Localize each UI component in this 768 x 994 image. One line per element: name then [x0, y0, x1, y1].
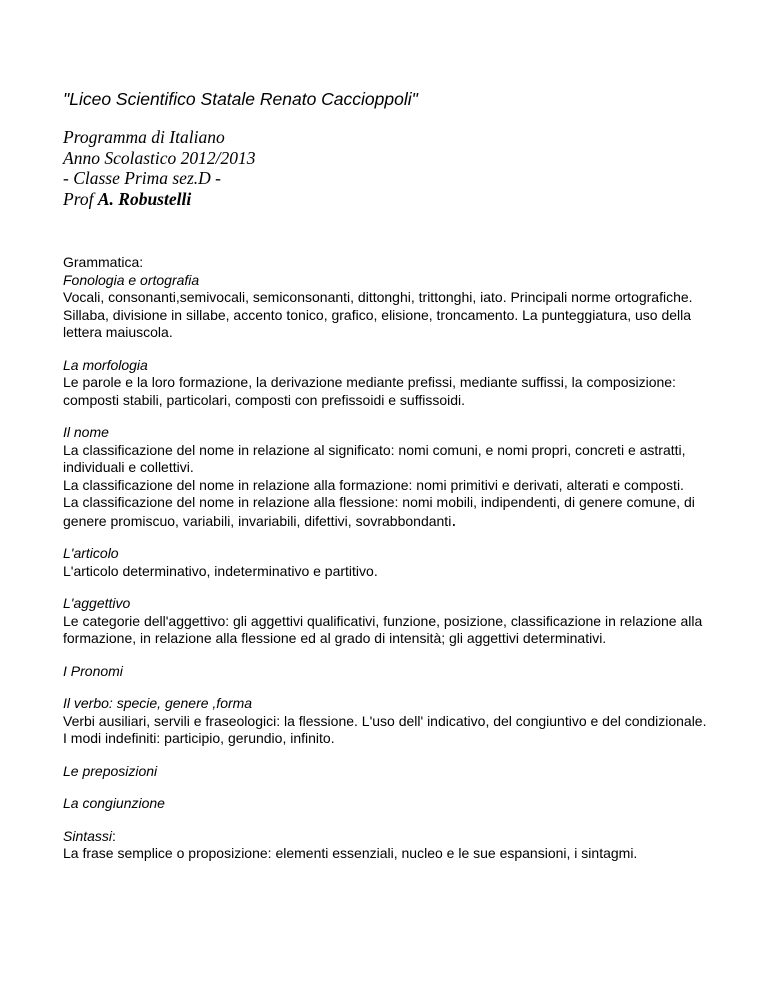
section-colon: :	[112, 827, 116, 844]
section-period: .	[451, 509, 457, 530]
section-fonologia	[63, 254, 713, 342]
section-text: La classificazione del nome in relazione al significato: nomi comuni, e nomi propri, concreti e astratti, individuali e collettivi.	[63, 441, 686, 475]
professor-line	[63, 189, 713, 210]
section-aggettivo	[63, 595, 713, 648]
section-title: L'aggettivo	[63, 595, 131, 611]
section-pronomi	[63, 663, 713, 681]
section-text: La classificazione del nome in relazione alla flessione: nomi mobili, indipendenti, di genere comune, di genere promiscuo, variabili, invariabili, difettivi, sovrabbondanti	[63, 494, 695, 529]
document-body	[63, 254, 713, 863]
section-text: Le categorie dell'aggettivo: gli aggettivi qualificativi, funzione, posizione, classificazione in relazione alla formazione, in relazione alla flessione ed al grado di intensità; gli aggettivi determinativi.	[63, 612, 703, 646]
section-title: Il verbo: specie, genere ,forma	[63, 695, 253, 711]
section-text: Vocali, consonanti,semivocali, semiconsonanti, dittonghi, trittonghi, iato. Principali norme ortografiche. Sillaba, divisione in sillabe, accento tonico, grafico, elisione, troncamento. La punteggiatura, uso della lettera maiuscola.	[63, 289, 693, 340]
section-title: Fonologia e ortografia	[63, 271, 200, 288]
section-title: Le preposizioni	[63, 762, 158, 779]
section-title: La congiunzione	[63, 795, 165, 811]
section-sintassi	[63, 828, 713, 863]
section-text: L'articolo determinativo, indeterminativo e partitivo.	[63, 562, 378, 579]
section-title: Il nome	[63, 424, 109, 440]
section-morfologia	[63, 357, 713, 410]
section-preposizioni	[63, 763, 713, 781]
class-label: - Classe Prima sez.D -	[63, 168, 221, 188]
section-articolo	[63, 545, 713, 580]
section-title: Sintassi	[63, 827, 113, 844]
section-title: L'articolo	[63, 545, 119, 561]
document-page	[63, 88, 713, 878]
grammatica-heading: Grammatica:	[63, 254, 144, 270]
section-text: Verbi ausiliari, servili e fraseologici: la flessione. L'uso dell' indicativo, del congiuntivo e del condizionale. I modi indefiniti: participio, gerundio, infinito.	[63, 712, 707, 746]
professor-prefix: Prof	[63, 188, 98, 209]
professor-name: A. Robustelli	[97, 188, 192, 209]
school-year: Anno Scolastico 2012/2013	[63, 147, 256, 168]
section-nome	[63, 424, 713, 530]
section-title: La morfologia	[63, 356, 148, 373]
section-text: La classificazione del nome in relazione alla formazione: nomi primitivi e derivati, alterati e composti.	[63, 476, 684, 493]
school-name: "Liceo Scientifico Statale Renato Caccioppoli"	[63, 89, 418, 109]
sintassi-heading	[63, 828, 713, 846]
section-text: Le parole e la loro formazione, la derivazione mediante prefissi, mediante suffissi, la composizione: composti stabili, particolari, composti con prefissoidi e suffissoidi.	[63, 374, 676, 408]
document-header	[63, 127, 713, 209]
section-verbo	[63, 695, 713, 748]
section-title: I Pronomi	[63, 662, 123, 679]
program-title: Programma di Italiano	[63, 127, 225, 147]
section-congiunzione	[63, 795, 713, 813]
section-text: La frase semplice o proposizione: elementi essenziali, nucleo e le sue espansioni, i sintagmi.	[63, 845, 638, 861]
